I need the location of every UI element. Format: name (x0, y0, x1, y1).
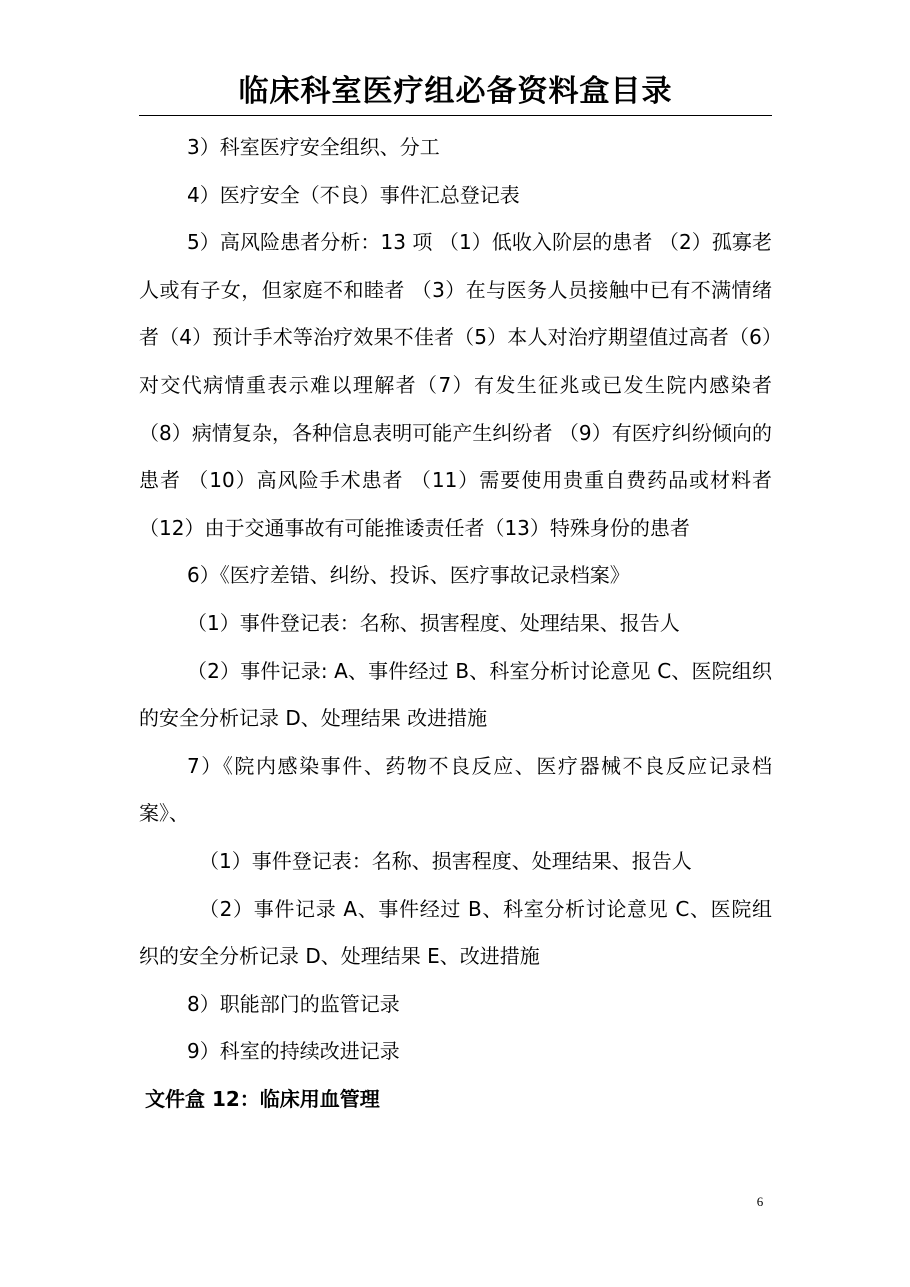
page-title: 临床科室医疗组必备资料盒目录 (238, 74, 673, 109)
paragraph-item-3: 3）科室医疗安全组织、分工 (187, 135, 440, 159)
paragraph-item-5-high-risk-patients: 5）高风险患者分析：13 项 （1）低收入阶层的患者 （2）孤寡老人或有子女，但家庭不和睦者 （3）在与医务人员接触中已有不满情绪者（4）预计手术等治疗效果不佳者（5）本人对治疗期望值过高者（6）对交代病情重表示难以理解者（7）有发生征兆或已发生院内感染者 （8）病情复杂，各种信息表明可能产生纠纷者 （9）有医疗纠纷倾向的患者 （10）高风险手术患者 （11）需要使用贵重自费药品或材料者（12）由于交通事故有可能推诿责任者（13）特殊身份的患者 (139, 230, 772, 540)
section-heading: 文件盒 12：临床用血管理 (145, 1086, 380, 1111)
document-body (139, 124, 772, 1123)
title-underline (139, 115, 772, 116)
paragraph-item-7-2: （2）事件记录 A、事件经过 B、科室分析讨论意见 C、医院组织的安全分析记录 D、处理结果 E、改进措施 (139, 896, 772, 969)
paragraph-item-6-2: （2）事件记录: A、事件经过 B、科室分析讨论意见 C、医院组织的安全分析记录 D、处理结果 改进措施 (139, 658, 772, 731)
page-number: 6 (756, 1194, 764, 1209)
paragraph-item-8: 8）职能部门的监管记录 (187, 991, 400, 1016)
paragraph-item-4: 4）医疗安全（不良）事件汇总登记表 (187, 182, 520, 207)
paragraph-item-7-1: （1）事件登记表：名称、损害程度、处理结果、报告人 (199, 848, 692, 873)
paragraph-item-7: 7）《院内感染事件、药物不良反应、医疗器械不良反应记录档案》、 (139, 753, 772, 826)
paragraph-item-6: 6）《医疗差错、纠纷、投诉、医疗事故记录档案》 (187, 563, 630, 588)
paragraph-item-6-1: （1）事件登记表：名称、损害程度、处理结果、报告人 (187, 610, 680, 635)
paragraph-item-9: 9）科室的持续改进记录 (187, 1039, 400, 1064)
